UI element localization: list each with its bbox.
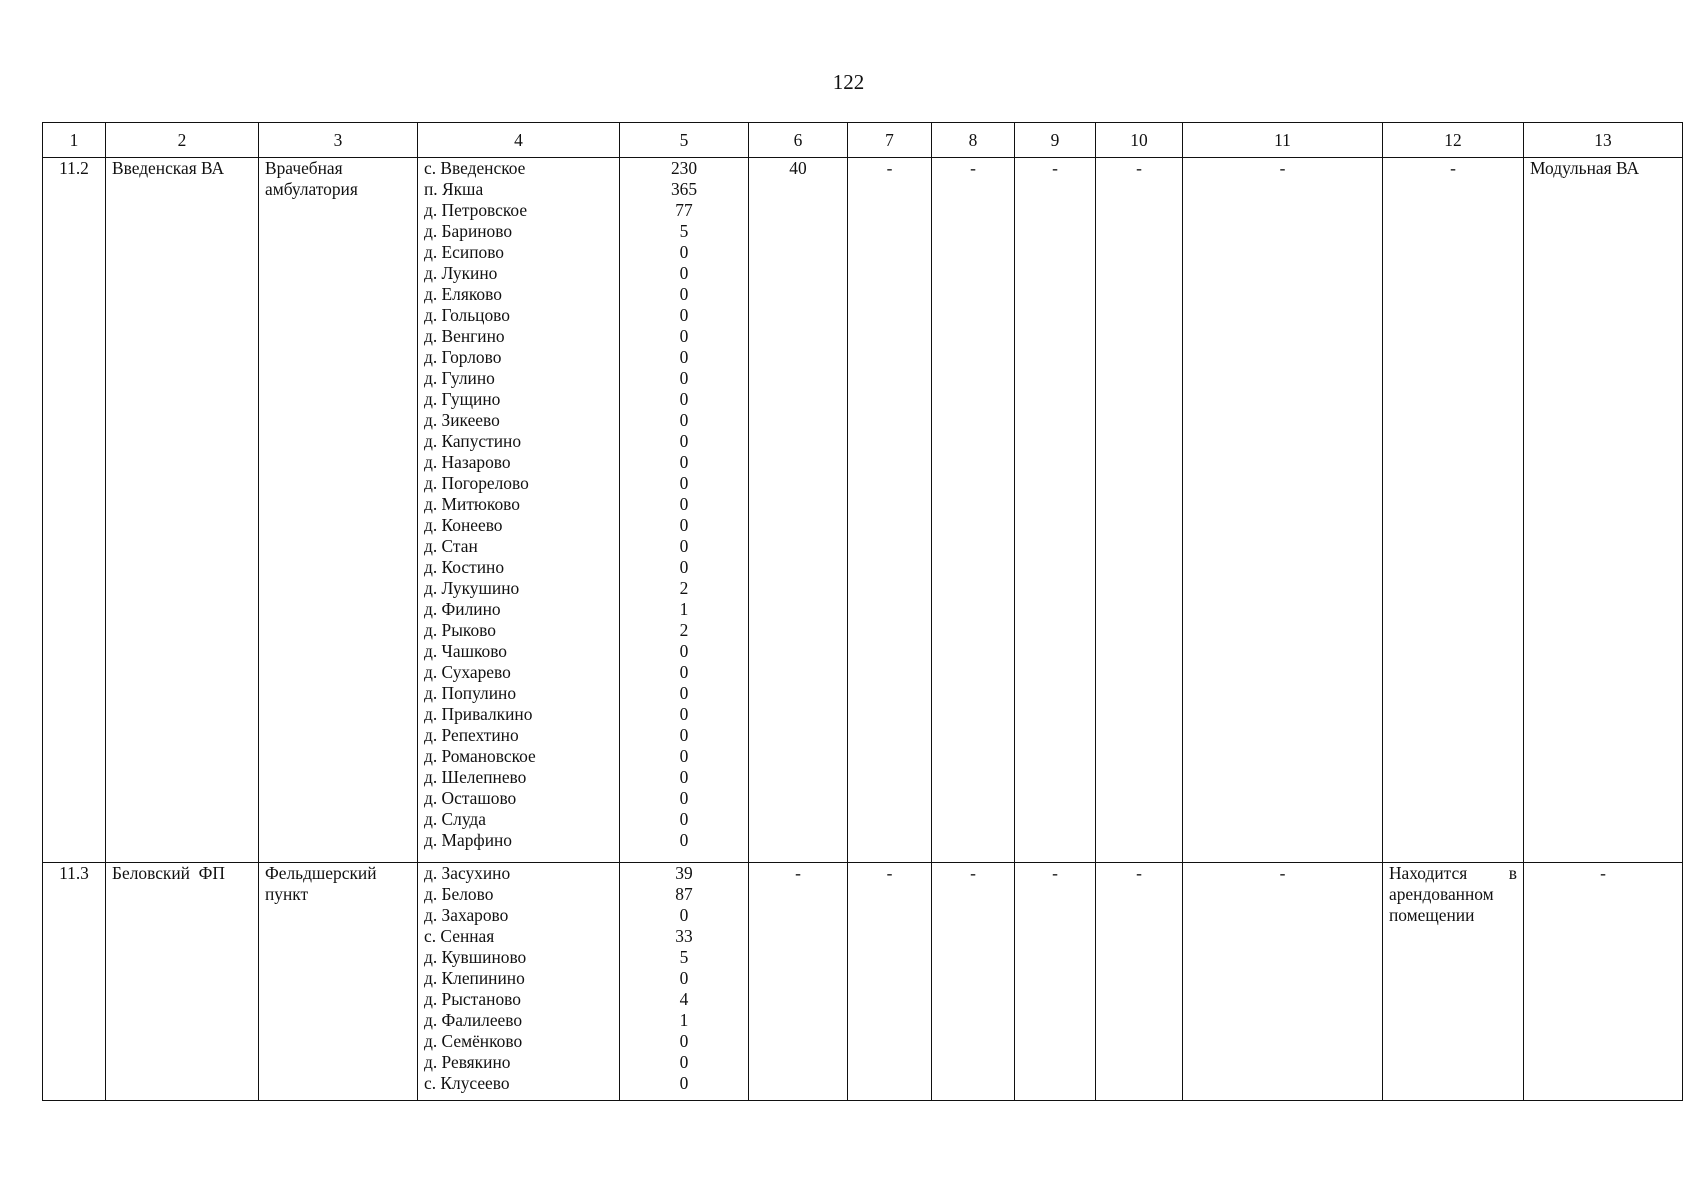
settlement-name: д. Костино [424, 557, 505, 577]
population-value: 365 [670, 179, 698, 199]
column-header: 3 [259, 123, 418, 158]
settlement-name: с. Клусеево [424, 1073, 510, 1093]
settlement-name: д. Гущино [424, 389, 501, 409]
settlement-name: д. Марфино [424, 830, 512, 850]
settlement-name: с. Введенское [424, 158, 526, 178]
population-value: 0 [679, 1073, 689, 1093]
population-value: 0 [679, 326, 689, 346]
settlement-name: д. Зикеево [424, 410, 500, 430]
settlement-name: д. Назарово [424, 452, 511, 472]
cell-col12: Находится в арендованном помещении [1383, 863, 1524, 1101]
table-row [43, 863, 1683, 1101]
cell-col8: - [932, 158, 1015, 863]
cell-col10: - [1096, 158, 1183, 863]
settlement-name: д. Популино [424, 683, 517, 703]
population-value: 0 [679, 809, 689, 829]
settlement-name: д. Конеево [424, 515, 503, 535]
cell-col13: Модульная ВА [1524, 158, 1683, 863]
population-list [620, 863, 749, 1101]
column-header: 11 [1183, 123, 1383, 158]
population-value: 0 [679, 767, 689, 787]
settlement-name: д. Филино [424, 599, 501, 619]
population-value: 0 [679, 683, 689, 703]
cell-col6: 40 [749, 158, 848, 863]
population-value: 2 [679, 578, 689, 598]
population-list [620, 158, 749, 863]
cell-col12: - [1383, 158, 1524, 863]
facility-name: Беловский ФП [106, 863, 259, 1101]
population-value: 0 [679, 905, 689, 925]
population-value: 33 [675, 926, 693, 946]
facility-type: Фельдшерский пункт [259, 863, 418, 1101]
facilities-table [42, 122, 1683, 1101]
settlement-list [418, 158, 620, 863]
population-value: 0 [679, 431, 689, 451]
population-value: 0 [679, 305, 689, 325]
population-value: 5 [679, 221, 689, 241]
column-header: 5 [620, 123, 749, 158]
settlement-name: д. Слуда [424, 809, 486, 829]
settlement-name: д. Еляково [424, 284, 502, 304]
population-value: 0 [679, 494, 689, 514]
population-value: 0 [679, 662, 689, 682]
facility-type: Врачебная амбулатория [259, 158, 418, 863]
cell-col7: - [848, 863, 932, 1101]
column-header: 10 [1096, 123, 1183, 158]
population-value: 77 [675, 200, 693, 220]
cell-col11: - [1183, 158, 1383, 863]
facility-name: Введенская ВА [106, 158, 259, 863]
population-value: 0 [679, 1031, 689, 1051]
cell-col9: - [1015, 158, 1096, 863]
settlement-name: д. Погорелово [424, 473, 529, 493]
settlement-name: д. Венгино [424, 326, 505, 346]
settlement-name: д. Чашково [424, 641, 508, 661]
settlement-name: д. Клепинино [424, 968, 525, 988]
population-value: 0 [679, 968, 689, 988]
settlement-name: д. Стан [424, 536, 478, 556]
cell-col6: - [749, 863, 848, 1101]
population-value: 0 [679, 242, 689, 262]
settlement-name: д. Лукино [424, 263, 498, 283]
row-number: 11.3 [43, 863, 106, 1101]
population-value: 0 [679, 788, 689, 808]
column-header: 1 [43, 123, 106, 158]
cell-col8: - [932, 863, 1015, 1101]
population-value: 2 [679, 620, 689, 640]
population-value: 1 [679, 599, 689, 619]
cell-col13: - [1524, 863, 1683, 1101]
settlement-name: д. Петровское [424, 200, 528, 220]
settlement-name: д. Есипово [424, 242, 504, 262]
population-value: 0 [679, 515, 689, 535]
settlement-name: п. Якша [424, 179, 484, 199]
settlement-name: д. Белово [424, 884, 494, 904]
settlement-name: д. Рыково [424, 620, 496, 640]
settlement-name: д. Гольцово [424, 305, 510, 325]
population-value: 0 [679, 347, 689, 367]
settlement-name: д. Фалилеево [424, 1010, 523, 1030]
population-value: 0 [679, 389, 689, 409]
settlement-name: д. Привалкино [424, 704, 533, 724]
column-header: 8 [932, 123, 1015, 158]
column-header: 6 [749, 123, 848, 158]
column-header: 12 [1383, 123, 1524, 158]
header-row [43, 123, 1683, 158]
population-value: 0 [679, 536, 689, 556]
settlement-name: д. Лукушино [424, 578, 520, 598]
cell-col11: - [1183, 863, 1383, 1101]
column-header: 13 [1524, 123, 1683, 158]
population-value: 0 [679, 473, 689, 493]
population-value: 0 [679, 410, 689, 430]
table-row [43, 158, 1683, 863]
population-value: 0 [679, 557, 689, 577]
population-value: 0 [679, 368, 689, 388]
settlement-name: д. Семёнково [424, 1031, 523, 1051]
settlement-name: с. Сенная [424, 926, 495, 946]
settlement-name: д. Рыстаново [424, 989, 521, 1009]
settlement-list [418, 863, 620, 1101]
cell-col10: - [1096, 863, 1183, 1101]
settlement-name: д. Гулино [424, 368, 495, 388]
settlement-name: д. Репехтино [424, 725, 519, 745]
settlement-name: д. Романовское [424, 746, 536, 766]
settlement-name: д. Горлово [424, 347, 502, 367]
settlement-name: д. Кувшиново [424, 947, 527, 967]
population-value: 0 [679, 704, 689, 724]
cell-col9: - [1015, 863, 1096, 1101]
settlement-name: д. Сухарево [424, 662, 511, 682]
column-header: 2 [106, 123, 259, 158]
population-value: 4 [679, 989, 689, 1009]
population-value: 0 [679, 725, 689, 745]
column-header: 4 [418, 123, 620, 158]
population-value: 87 [675, 884, 693, 904]
column-header: 7 [848, 123, 932, 158]
settlement-name: д. Митюково [424, 494, 520, 514]
population-value: 1 [679, 1010, 689, 1030]
settlement-name: д. Капустино [424, 431, 522, 451]
settlement-name: д. Шелепнево [424, 767, 527, 787]
population-value: 230 [670, 158, 698, 178]
population-value: 0 [679, 452, 689, 472]
population-value: 0 [679, 284, 689, 304]
settlement-name: д. Засухино [424, 863, 511, 883]
settlement-name: д. Ревякино [424, 1052, 511, 1072]
population-value: 5 [679, 947, 689, 967]
population-value: 0 [679, 746, 689, 766]
settlement-name: д. Осташово [424, 788, 517, 808]
column-header: 9 [1015, 123, 1096, 158]
settlement-name: д. Бариново [424, 221, 513, 241]
population-value: 0 [679, 263, 689, 283]
population-value: 39 [675, 863, 693, 883]
row-number: 11.2 [43, 158, 106, 863]
population-value: 0 [679, 1052, 689, 1072]
population-value: 0 [679, 830, 689, 850]
settlement-name: д. Захарово [424, 905, 509, 925]
page-number: 122 [832, 70, 865, 94]
cell-col7: - [848, 158, 932, 863]
population-value: 0 [679, 641, 689, 661]
